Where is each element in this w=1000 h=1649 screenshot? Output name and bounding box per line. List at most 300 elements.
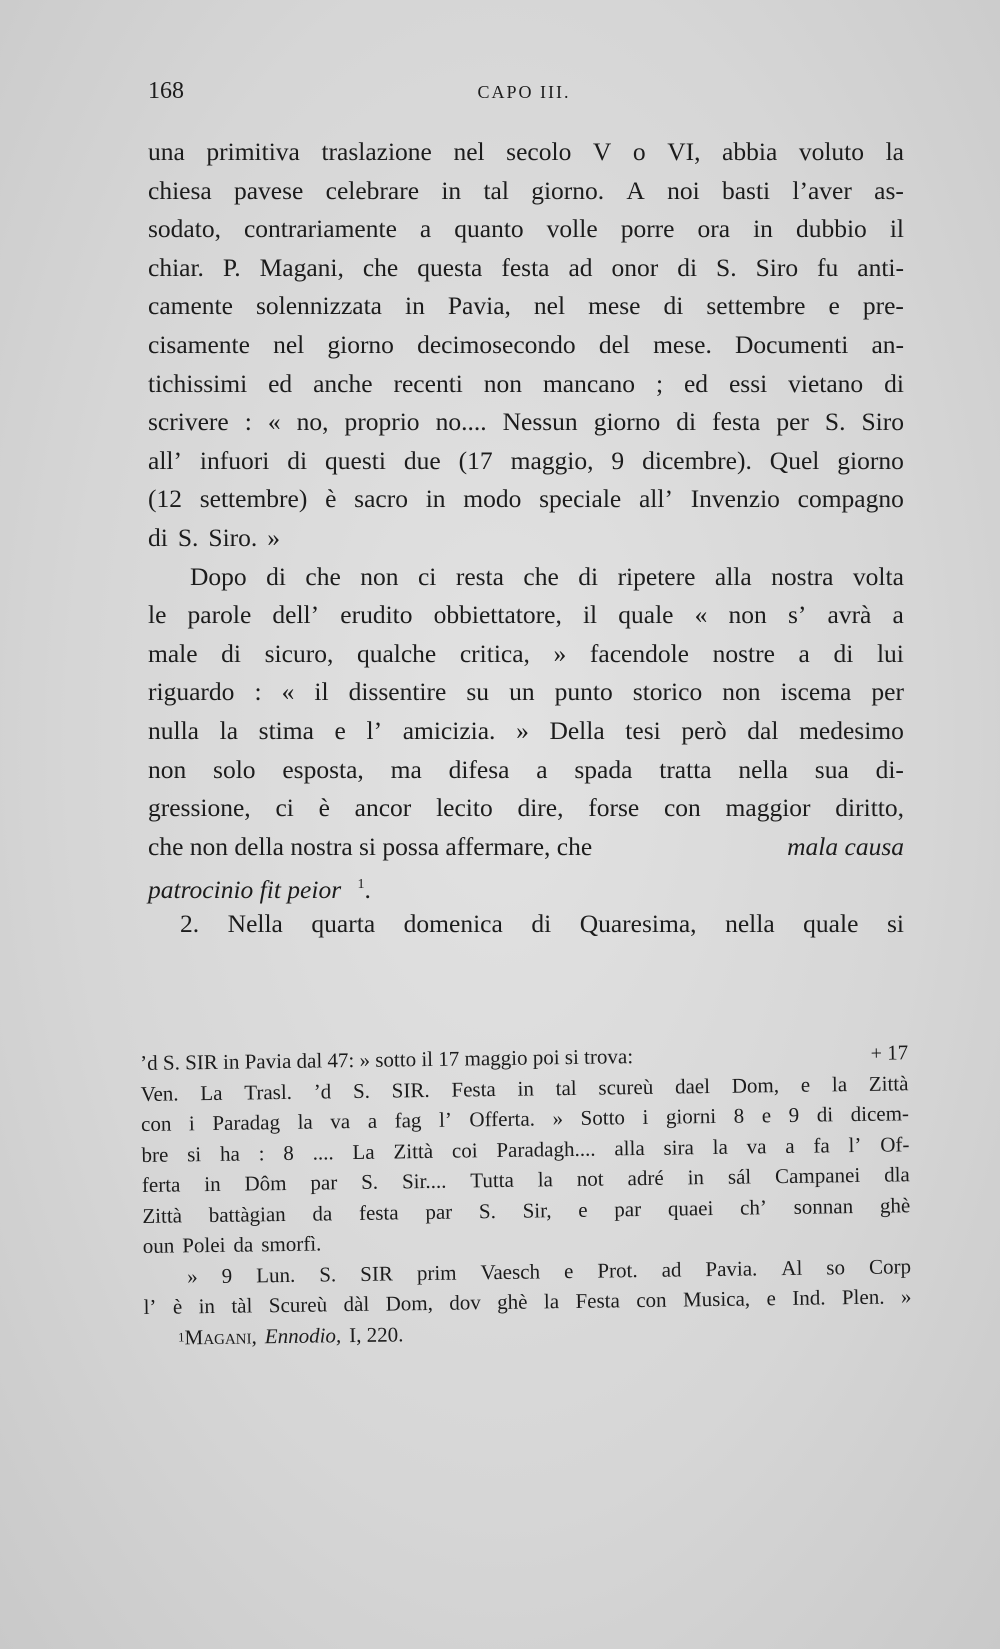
word: non <box>728 600 767 630</box>
word: le <box>148 600 167 630</box>
word: Pavia, <box>447 291 511 321</box>
word: ; <box>655 368 664 398</box>
word: secolo <box>506 137 572 166</box>
word: all’ <box>148 445 182 475</box>
word: 9 <box>221 1263 233 1288</box>
word: nostre <box>712 638 775 668</box>
word: camente <box>148 291 233 321</box>
word: noi <box>667 175 700 205</box>
word: volle <box>546 214 598 244</box>
word: » <box>187 1263 198 1288</box>
word: contrariamente <box>243 214 397 244</box>
word: su <box>466 677 490 707</box>
italic-phrase <box>148 866 381 905</box>
word: giorno <box>593 407 661 437</box>
word: Ven. <box>140 1080 179 1106</box>
word: A <box>626 175 645 205</box>
word: ed <box>268 368 293 398</box>
word: ed <box>683 368 709 398</box>
word: lecito <box>436 793 493 823</box>
word: Pavia. <box>705 1255 758 1281</box>
word: recenti <box>393 368 463 398</box>
word: esposta, <box>282 754 364 784</box>
word: bre <box>141 1142 169 1167</box>
word: e <box>828 291 840 321</box>
word: Paradag <box>212 1110 281 1135</box>
word: domenica <box>403 908 503 938</box>
word: « <box>267 407 281 437</box>
word: vietano <box>788 368 864 398</box>
word: e <box>766 1286 776 1311</box>
word: Dom, <box>731 1072 780 1098</box>
word: ci <box>275 793 294 823</box>
word: l’ <box>366 715 383 745</box>
word: so <box>826 1254 846 1279</box>
word: in <box>405 291 425 321</box>
word: Campanei <box>774 1162 861 1189</box>
word: due <box>403 445 441 475</box>
word: resta <box>455 561 504 591</box>
word: ancor <box>354 793 412 823</box>
word: tesi <box>625 715 661 745</box>
word: porre <box>620 214 675 244</box>
word: s’ <box>787 600 807 630</box>
word: in <box>517 1076 535 1101</box>
word: » <box>516 715 529 745</box>
word: non <box>722 677 761 707</box>
word: Festa <box>575 1288 621 1313</box>
word: il <box>582 600 598 630</box>
punctuation: . <box>364 874 371 904</box>
word: o <box>632 137 646 166</box>
word: obbiettatore, <box>433 600 562 630</box>
word: mese. <box>653 329 712 359</box>
word: con <box>140 1111 172 1136</box>
word: cisamente <box>148 329 250 359</box>
word: giorno <box>327 329 394 359</box>
word: .... <box>312 1139 334 1165</box>
word: ma <box>390 754 422 784</box>
word: sál <box>727 1164 752 1189</box>
word: ghè <box>497 1289 528 1315</box>
word: che <box>305 561 341 591</box>
word: una <box>148 137 185 166</box>
word: critica, <box>459 638 530 668</box>
word: « <box>694 600 708 630</box>
word: i <box>188 1111 195 1136</box>
word: : <box>244 407 252 437</box>
word: in <box>687 1165 705 1190</box>
word: Zittà <box>868 1070 909 1096</box>
word: erudito <box>340 600 413 630</box>
text-line <box>148 326 904 365</box>
word: Offerta. <box>469 1106 536 1132</box>
word: Musica, <box>682 1286 751 1312</box>
word: punto <box>554 677 613 707</box>
word: gressione, <box>148 793 251 823</box>
word: ora <box>697 214 731 244</box>
word: nel <box>533 291 566 321</box>
word: solennizzata <box>255 291 382 321</box>
word: iscema <box>780 677 852 707</box>
word: Lun. <box>256 1262 296 1287</box>
word: con <box>636 1287 667 1313</box>
word: medesimo <box>799 715 904 745</box>
text-line <box>148 905 904 944</box>
word: S. <box>352 1078 371 1103</box>
text-line <box>148 172 904 211</box>
page-number: 168 <box>148 78 184 104</box>
word: (17 <box>458 445 493 475</box>
word: dubbio <box>795 214 867 244</box>
word: SIR. <box>391 1077 430 1102</box>
word: di <box>816 1102 834 1127</box>
text-line <box>148 673 904 712</box>
word: di <box>287 445 308 475</box>
word: settembre <box>706 291 806 321</box>
word: battàgian <box>208 1201 286 1227</box>
word: onor <box>611 252 659 282</box>
word: facendole <box>589 638 689 668</box>
word: riguardo <box>148 677 235 707</box>
word: che <box>523 561 559 591</box>
word: va <box>330 1109 351 1134</box>
word: nella <box>725 908 775 938</box>
word: Quel <box>769 445 820 475</box>
word: Al <box>781 1255 803 1280</box>
word: la <box>712 1134 728 1159</box>
word: di <box>677 252 698 282</box>
text-line <box>148 210 904 249</box>
word: Siro <box>861 407 904 437</box>
cross-icon: + <box>870 1042 883 1065</box>
word: coi <box>451 1137 478 1163</box>
word: celebrare <box>325 175 420 205</box>
word: quale <box>618 600 674 630</box>
word: e <box>334 715 346 745</box>
text-segment: che non della nostra si possa affermare, che <box>148 831 593 861</box>
word: l’aver <box>792 175 852 205</box>
word: volta <box>852 561 904 591</box>
word: questi <box>325 445 386 475</box>
word: nulla <box>148 715 199 745</box>
word: par <box>310 1170 338 1195</box>
word: par <box>425 1199 453 1224</box>
text-line <box>148 712 904 751</box>
word: V <box>592 137 612 166</box>
word: del <box>598 329 630 359</box>
word: giorno <box>837 445 904 475</box>
word: quale <box>803 908 859 938</box>
word: di <box>578 561 599 591</box>
word: nella <box>738 754 788 784</box>
word: all’ <box>638 484 673 514</box>
word: è <box>172 1294 183 1319</box>
word: di <box>663 291 684 321</box>
word: S. <box>478 1198 497 1223</box>
word: tal <box>483 175 509 205</box>
word: Polei <box>182 1232 226 1258</box>
word: e <box>761 1103 772 1128</box>
word: Siro. <box>208 522 258 552</box>
word: chiesa <box>148 175 212 205</box>
word: a <box>419 214 432 244</box>
word: Nessun <box>502 407 578 437</box>
text-line <box>148 751 904 790</box>
word: 8 <box>283 1140 294 1165</box>
word: in <box>425 484 446 514</box>
word: « <box>281 677 295 707</box>
word: di <box>266 561 286 591</box>
word: sodato, <box>148 214 221 244</box>
word: di <box>531 908 552 938</box>
word: a <box>536 754 548 784</box>
word: Dopo <box>190 561 247 591</box>
word: l’ <box>143 1294 157 1319</box>
word: da <box>312 1200 333 1226</box>
text-line <box>148 558 904 597</box>
word: modo <box>463 484 522 514</box>
word: quarta <box>311 908 376 938</box>
word: nel <box>273 329 305 359</box>
word: amicizia. <box>402 715 496 745</box>
word: la <box>831 1071 848 1096</box>
word: prim <box>416 1260 457 1285</box>
word: S. <box>824 407 846 437</box>
word: : <box>258 1140 265 1165</box>
word: l’ <box>438 1107 453 1132</box>
word: pre- <box>862 291 904 321</box>
word: Quaresima, <box>579 908 697 938</box>
word: Festa <box>451 1076 496 1102</box>
text-line <box>148 635 904 674</box>
word: dell’ <box>272 600 320 630</box>
word: festa <box>501 252 550 282</box>
word: Vaesch <box>480 1258 541 1284</box>
word: l’ <box>848 1132 862 1157</box>
word: Dom, <box>385 1290 434 1316</box>
word: a <box>892 600 904 630</box>
word: Of- <box>880 1131 910 1157</box>
word: a <box>798 638 810 668</box>
word: dla <box>883 1162 910 1187</box>
word: no, <box>296 407 329 437</box>
word: » <box>552 1106 564 1131</box>
word: Zittà <box>393 1138 434 1163</box>
italic-phrase: mala causa <box>787 831 904 861</box>
word: parole <box>187 600 252 630</box>
text-line <box>148 866 904 905</box>
word: ad <box>661 1256 682 1282</box>
word: P. <box>222 252 241 282</box>
word: compagno <box>797 484 904 514</box>
word: da <box>233 1232 254 1257</box>
word: un <box>509 677 535 707</box>
word: Sir.... <box>401 1168 447 1194</box>
word: Ind. <box>792 1285 826 1310</box>
word: La <box>200 1080 223 1105</box>
text-line <box>148 442 904 481</box>
word: 9 <box>788 1102 800 1127</box>
word: voluto <box>798 137 865 166</box>
word: questa <box>417 252 483 282</box>
word: fu <box>817 252 839 282</box>
word: avrà <box>827 600 872 630</box>
text-line <box>148 480 904 519</box>
word: S. <box>319 1261 337 1287</box>
word: Tutta <box>470 1167 515 1193</box>
word: VI, <box>667 137 701 166</box>
word: la <box>537 1167 554 1192</box>
word: anti- <box>857 252 904 282</box>
word: il <box>314 677 329 707</box>
word: dicem- <box>850 1101 910 1127</box>
footnotes <box>140 1037 912 1353</box>
word: oun <box>142 1233 175 1258</box>
word: per <box>776 407 809 437</box>
word: Plen. <box>841 1284 885 1310</box>
word: festa <box>358 1199 399 1225</box>
word: adré <box>627 1165 664 1191</box>
footnote-location: I, 220. <box>349 1321 404 1347</box>
word: mancano <box>542 368 636 398</box>
word: diritto, <box>835 793 904 823</box>
word: stima <box>258 715 314 745</box>
word: sonnan <box>793 1193 854 1219</box>
word: » <box>553 638 567 668</box>
word: sicuro, <box>264 638 334 668</box>
word: nostra <box>771 561 834 591</box>
word: scureù <box>598 1074 654 1100</box>
word: di <box>221 638 242 668</box>
word: forse <box>588 793 640 823</box>
word: settembre) <box>199 484 308 514</box>
footnote-author: Magani, <box>184 1323 257 1349</box>
word: in <box>204 1171 221 1197</box>
word: essi <box>728 368 768 398</box>
word: Documenti <box>735 329 849 359</box>
word: dire, <box>517 793 564 823</box>
word: Dôm <box>244 1170 287 1196</box>
word: not <box>576 1166 604 1191</box>
word: dissentire <box>348 677 447 707</box>
word: che <box>362 252 399 282</box>
word: in <box>753 214 773 244</box>
word: La <box>352 1139 375 1164</box>
footnote-text <box>870 1037 908 1068</box>
word: storico <box>632 677 703 707</box>
word: maggio, <box>510 445 594 475</box>
word: Della <box>549 715 605 745</box>
word: dael <box>674 1073 711 1099</box>
word: e <box>800 1072 811 1097</box>
word: di <box>676 407 697 437</box>
word: la <box>297 1109 313 1134</box>
text-line <box>148 403 904 442</box>
word: primitiva <box>206 137 300 166</box>
word: scrivere <box>148 407 229 437</box>
footnote-date: 17 <box>886 1040 909 1065</box>
text-line <box>148 133 904 172</box>
text-line <box>148 828 904 867</box>
word: maggior <box>725 793 811 823</box>
word: difesa <box>448 754 510 784</box>
word: a <box>367 1108 378 1133</box>
word: Prot. <box>597 1257 638 1283</box>
word: la <box>219 715 239 745</box>
word: giorno. <box>531 175 605 205</box>
word: Nella <box>227 908 283 938</box>
word: è <box>318 793 330 823</box>
word: giorni <box>665 1103 717 1129</box>
word: 2. <box>180 908 200 938</box>
word: » <box>900 1284 912 1309</box>
text-line <box>148 287 904 326</box>
word: è <box>325 484 337 514</box>
word: Scureù <box>268 1292 328 1318</box>
word: Siro <box>755 252 799 282</box>
word: ripetere <box>617 561 696 591</box>
word: con <box>663 793 701 823</box>
word: decimosecondo <box>417 329 576 359</box>
word: S. <box>360 1169 379 1194</box>
text-line <box>148 789 904 828</box>
word: quaei <box>667 1195 714 1221</box>
italic-text: patrocinio fit peior <box>148 874 342 904</box>
word: ch’ <box>739 1194 768 1220</box>
running-head: CAPO III. <box>477 82 571 102</box>
word: male <box>148 638 198 668</box>
word: però <box>681 715 727 745</box>
word: Corp <box>868 1253 912 1279</box>
word: abbia <box>722 137 778 166</box>
word: anche <box>313 368 373 398</box>
word: ’d <box>313 1078 332 1104</box>
word: traslazione <box>321 137 432 166</box>
word: dov <box>449 1290 481 1315</box>
word: ci <box>417 561 437 591</box>
word: smorfì. <box>261 1231 322 1257</box>
word: SIR <box>360 1260 394 1286</box>
word: di <box>884 368 904 398</box>
word: fag <box>394 1108 422 1133</box>
word: speciale <box>539 484 622 514</box>
word: (12 <box>148 484 182 514</box>
word: non <box>360 561 399 591</box>
word: 9 <box>611 445 625 475</box>
word: fa <box>813 1132 830 1158</box>
word: tàl <box>231 1293 253 1318</box>
word: : <box>254 677 262 707</box>
word: di- <box>875 754 904 784</box>
word: il <box>889 214 904 244</box>
page-header <box>148 78 900 108</box>
text-line <box>148 249 904 288</box>
word: alla <box>714 561 752 591</box>
word: mese <box>588 291 641 321</box>
footnote-marker: 1 <box>357 877 365 893</box>
word: Magani, <box>259 252 344 282</box>
word: an- <box>871 329 904 359</box>
word: si <box>186 1141 202 1166</box>
word: lui <box>876 638 904 668</box>
word: di <box>833 638 854 668</box>
footnote-ref-marker: 1 <box>177 1328 185 1344</box>
word: dal <box>747 715 779 745</box>
word: tratta <box>659 754 712 784</box>
word: alla <box>614 1135 645 1160</box>
word: basti <box>721 175 771 205</box>
